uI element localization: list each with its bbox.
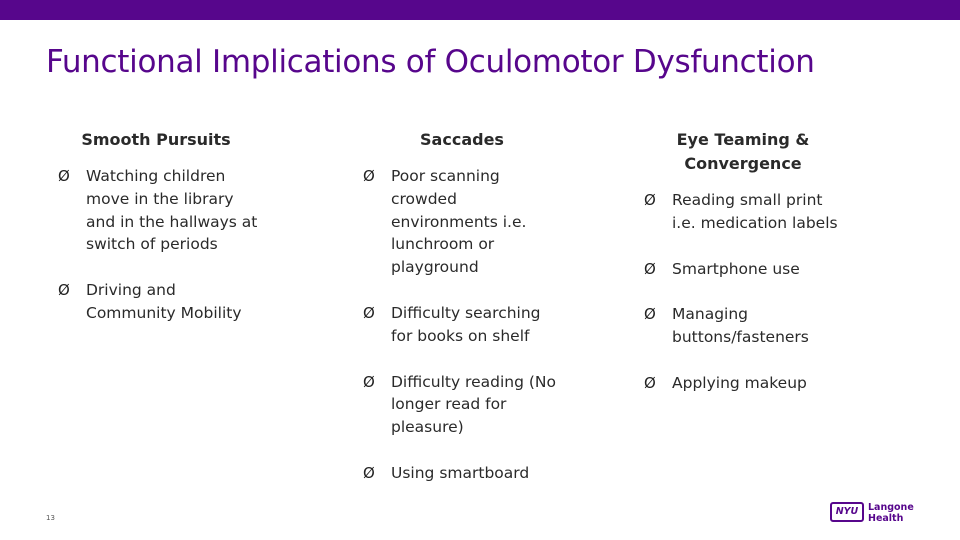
list-item: Ø Using smartboard — [363, 462, 563, 485]
list-item: Ø Driving and Community Mobility — [58, 281, 242, 322]
arrow-bullet-icon: Ø — [363, 303, 375, 322]
slide-title: Functional Implications of Oculomotor Dysfunction — [46, 44, 815, 80]
list-item: Ø Managing buttons/fasteners — [644, 305, 809, 347]
nyu-langone-logo — [830, 500, 916, 528]
list-item: Ø Difficulty searching for books on shelf — [363, 303, 541, 345]
arrow-bullet-icon: Ø — [363, 372, 375, 391]
list-item: Ø Difficulty reading (No longer read for pleasure) — [363, 372, 556, 437]
arrow-bullet-icon: Ø — [58, 167, 70, 185]
top-accent-bar — [0, 0, 960, 20]
list-item: Ø Applying makeup — [644, 372, 850, 395]
arrow-bullet-icon: Ø — [644, 259, 656, 278]
logo-text-line2: Health — [868, 513, 904, 524]
column-heading-eye-teaming: Eye Teaming & Convergence — [676, 130, 810, 173]
list-item: Ø Watching children move in the library and in the hallways at switch of periods — [58, 167, 258, 254]
page-number: 13 — [46, 514, 55, 522]
arrow-bullet-icon: Ø — [58, 281, 70, 300]
list-item: Ø Smartphone use — [644, 258, 850, 281]
nyu-logo-mark: NYU — [830, 502, 864, 522]
arrow-bullet-icon: Ø — [363, 167, 375, 185]
eye-teaming-list — [644, 189, 850, 395]
arrow-bullet-icon: Ø — [644, 373, 656, 392]
arrow-bullet-icon: Ø — [363, 463, 375, 482]
smooth-pursuits-list — [58, 165, 258, 325]
list-item: Ø Poor scanning crowded environments i.e. lunchroom or playground — [363, 167, 527, 277]
list-item: Ø Reading small print i.e. medication labels — [644, 191, 838, 232]
arrow-bullet-icon: Ø — [644, 191, 656, 209]
column-heading-smooth-pursuits: Smooth Pursuits — [81, 130, 231, 149]
logo-text-line1: Langone — [868, 502, 914, 513]
arrow-bullet-icon: Ø — [644, 305, 656, 324]
column-heading-saccades: Saccades — [420, 130, 504, 149]
saccades-list — [363, 165, 563, 485]
